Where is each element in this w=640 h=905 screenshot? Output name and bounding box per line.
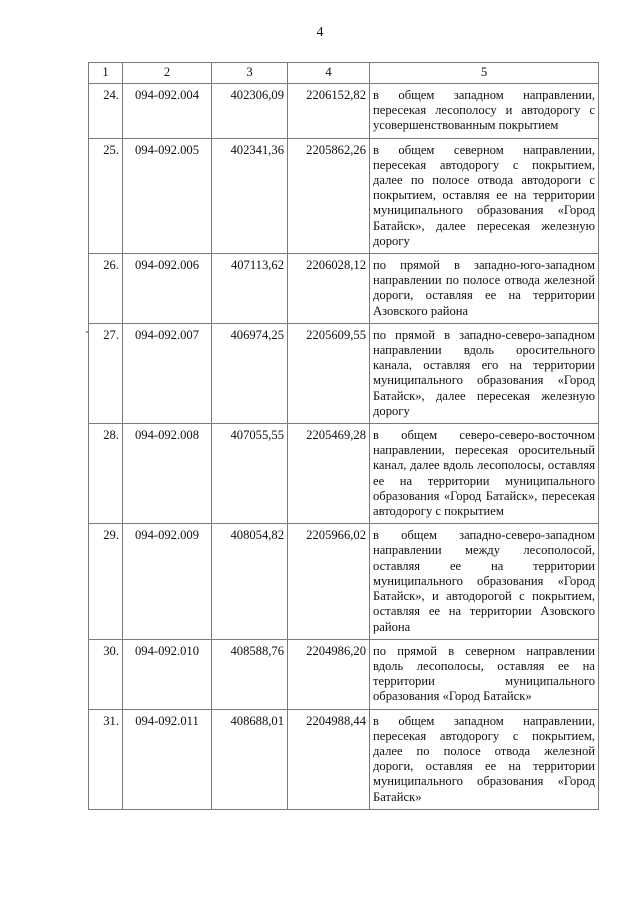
row-number: 26. <box>89 254 123 324</box>
coordinate-x: 407055,55 <box>212 424 288 524</box>
boundary-points-table <box>88 62 599 810</box>
row-number: 24. <box>89 84 123 139</box>
coordinate-y: 2205469,28 <box>288 424 370 524</box>
coordinate-y: 2204988,44 <box>288 709 370 809</box>
boundary-description: по прямой в западно-северо-западном направлении вдоль оросительного канала, оставляя его на территории муниципального образования «Город Батайск», далее пересекая железную дорогу <box>370 323 599 423</box>
boundary-description: в общем западном направлении, пересекая автодорогу с покрытием, далее по полосе отвода железной дороги, оставляя ее на территории муниципального образования «Город Батайск» <box>370 709 599 809</box>
page-number: 4 <box>316 25 324 40</box>
coordinate-y: 2206152,82 <box>288 84 370 139</box>
table-row <box>89 254 599 324</box>
boundary-description: в общем западно-северо-западном направлении между лесополосой, оставляя ее на территории муниципального образования «Город Батайск», и автодорогой с покрытием, оставляя ее на территории Азовского района <box>370 524 599 639</box>
coordinate-y: 2205966,02 <box>288 524 370 639</box>
coordinate-y: 2206028,12 <box>288 254 370 324</box>
table-row <box>89 524 599 639</box>
column-header: 1 <box>89 63 123 84</box>
coordinate-y: 2204986,20 <box>288 639 370 709</box>
boundary-description: в общем северном направлении, пересекая автодорогу с покрытием, далее по полосе отвода автодороги с покрытием, оставляя ее на территории муниципального образования «Город Батайск», далее пересекая железную дорогу <box>370 138 599 253</box>
column-header: 3 <box>212 63 288 84</box>
column-header: 2 <box>123 63 212 84</box>
table-row <box>89 138 599 253</box>
boundary-description: по прямой в западно-юго-западном направлении по полосе отвода железной дороги, оставляя ее на территории Азовского района <box>370 254 599 324</box>
point-code: 094-092.005 <box>123 138 212 253</box>
row-number: 27. <box>89 323 123 423</box>
table-row <box>89 639 599 709</box>
column-header: 5 <box>370 63 599 84</box>
point-code: 094-092.009 <box>123 524 212 639</box>
coordinate-x: 408588,76 <box>212 639 288 709</box>
row-number: 29. <box>89 524 123 639</box>
row-number: 31. <box>89 709 123 809</box>
coordinate-y: 2205609,55 <box>288 323 370 423</box>
boundary-description: в общем западном направлении, пересекая лесополосу и автодорогу с усовершенствованным покрытием <box>370 84 599 139</box>
boundary-description: в общем северо-северо-восточном направлении, пересекая оросительный канал, далее вдоль лесополосы, оставляя ее на территории муниципального образования «Город Батайск», пересекая автодорогу с покрытием <box>370 424 599 524</box>
point-code: 094-092.011 <box>123 709 212 809</box>
row-number: 25. <box>89 138 123 253</box>
point-code: 094-092.004 <box>123 84 212 139</box>
coordinate-x: 407113,62 <box>212 254 288 324</box>
coordinate-x: 402341,36 <box>212 138 288 253</box>
coordinate-x: 408688,01 <box>212 709 288 809</box>
coordinate-x: 406974,25 <box>212 323 288 423</box>
row-number: 28. <box>89 424 123 524</box>
boundary-description: по прямой в северном направлении вдоль лесополосы, оставляя ее на территории муниципального образования «Город Батайск» <box>370 639 599 709</box>
column-header: 4 <box>288 63 370 84</box>
table-row <box>89 84 599 139</box>
table-row <box>89 424 599 524</box>
point-code: 094-092.008 <box>123 424 212 524</box>
row-number: 30. <box>89 639 123 709</box>
table-row <box>89 323 599 423</box>
point-code: 094-092.006 <box>123 254 212 324</box>
coordinate-x: 402306,09 <box>212 84 288 139</box>
point-code: 094-092.010 <box>123 639 212 709</box>
table-row <box>89 709 599 809</box>
coordinate-y: 2205862,26 <box>288 138 370 253</box>
table-header-row <box>89 63 599 84</box>
coordinate-x: 408054,82 <box>212 524 288 639</box>
point-code: 094-092.007 <box>123 323 212 423</box>
